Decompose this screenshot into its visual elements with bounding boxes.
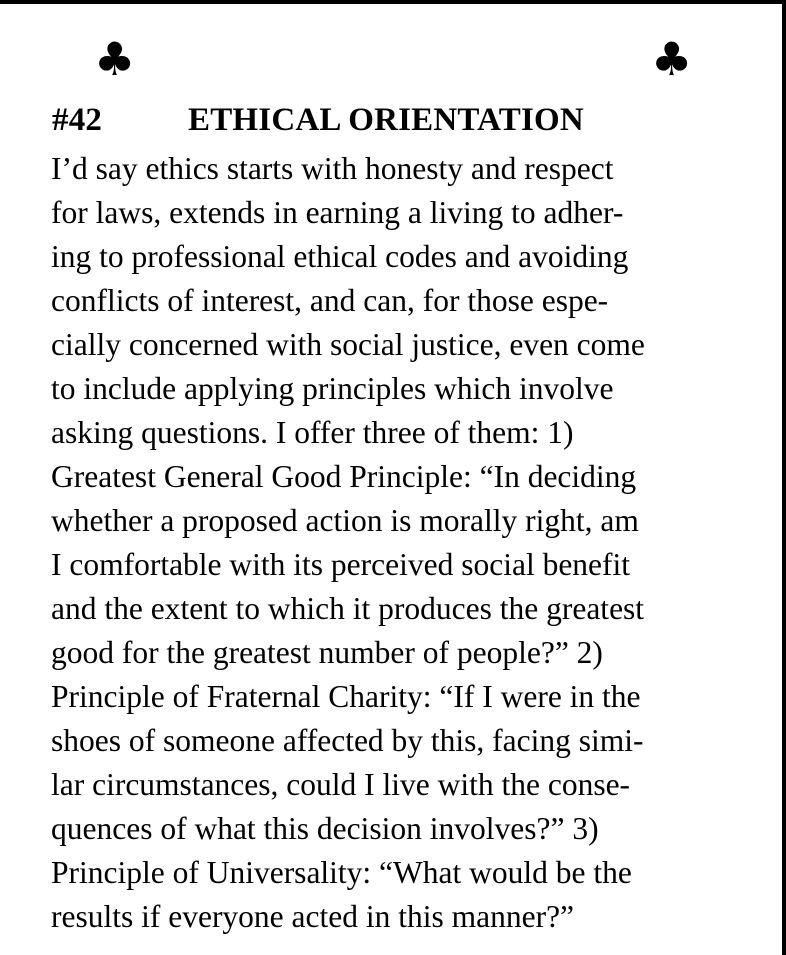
body-line: results if everyone acted in this manner?” bbox=[51, 899, 575, 934]
body-line: conflicts of interest, and can, for those espe- bbox=[51, 283, 609, 318]
body-line: ing to professional ethical codes and avoiding bbox=[51, 239, 629, 274]
club-icon: ♣ bbox=[94, 32, 136, 86]
card-heading bbox=[52, 100, 584, 140]
body-line: shoes of someone affected by this, facing simi- bbox=[51, 723, 644, 758]
card-number: #42 bbox=[52, 102, 103, 138]
body-line: Principle of Universality: “What would be the bbox=[51, 855, 632, 890]
body-line: I comfortable with its perceived social benefit bbox=[51, 547, 631, 582]
body-line: and the extent to which it produces the greatest bbox=[51, 591, 645, 626]
body-line: whether a proposed action is morally right, am bbox=[51, 503, 639, 538]
body-line: lar circumstances, could I live with the conse- bbox=[51, 767, 631, 802]
body-line: for laws, extends in earning a living to adher- bbox=[51, 195, 624, 230]
card-body bbox=[51, 147, 645, 939]
body-line: I’d say ethics starts with honesty and respect bbox=[51, 151, 614, 186]
card-title: ETHICAL ORIENTATION bbox=[188, 102, 584, 138]
club-icon: ♣ bbox=[651, 32, 693, 86]
body-line: Greatest General Good Principle: “In deciding bbox=[51, 459, 637, 494]
body-line: asking questions. I offer three of them: 1) bbox=[51, 415, 574, 450]
body-line: Principle of Fraternal Charity: “If I were in the bbox=[51, 679, 641, 714]
body-line: quences of what this decision involves?” 3) bbox=[51, 811, 599, 846]
body-line: good for the greatest number of people?” 2) bbox=[51, 635, 603, 670]
body-line: cially concerned with social justice, even come bbox=[51, 327, 645, 362]
body-line: to include applying principles which involve bbox=[51, 371, 614, 406]
